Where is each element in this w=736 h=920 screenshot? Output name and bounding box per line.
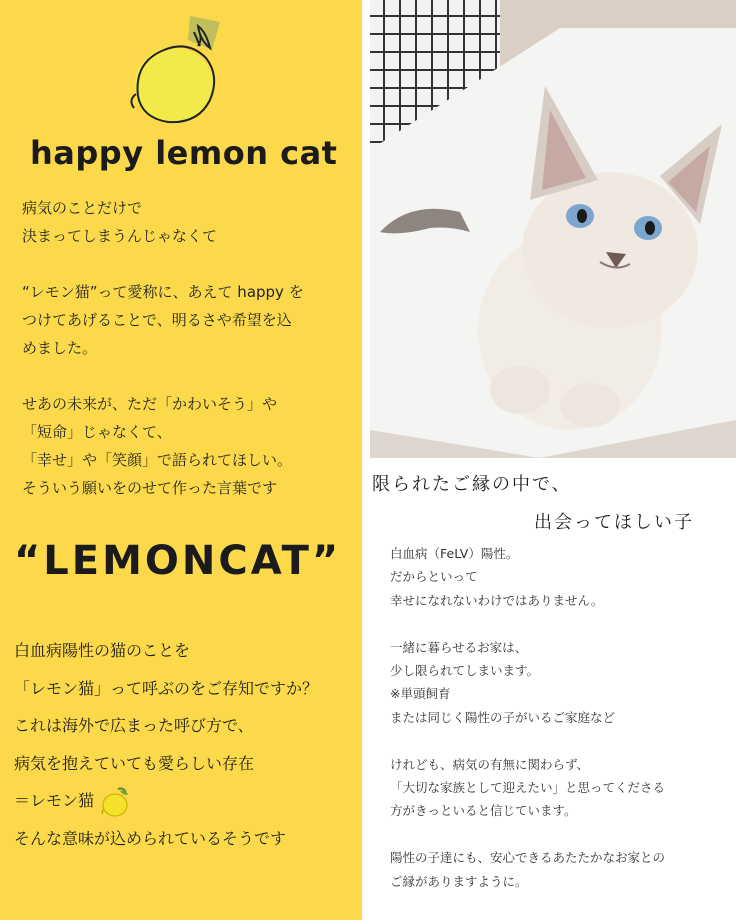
description-line: 幸せになれないわけではありません。 (390, 592, 604, 608)
description-line: 白血病（FeLV）陽性。 (390, 546, 519, 561)
description-line: 少し限られてしまいます。 (390, 663, 540, 679)
description-line: または同じく陽性の子がいるご家庭など (390, 709, 616, 725)
lemoncat-heading: “LEMONCAT” (14, 538, 342, 584)
description-line (390, 823, 730, 846)
left-panel (0, 0, 362, 920)
explanation-line-with-icon (14, 782, 354, 820)
small-lemon-icon (100, 785, 132, 819)
heading-line-1: 限られたご縁の中で、 (372, 474, 572, 495)
explanation-line: ＝レモン猫 (14, 791, 95, 810)
explanation-line: これは海外で広まった呼び方で、 (14, 716, 254, 735)
description-line: だからといって (390, 569, 478, 585)
title: happy lemon cat (30, 134, 338, 172)
description-line (390, 612, 730, 635)
description-line: 一緒に暮らせるお家は、 (390, 639, 528, 655)
explanation-line: 白血病陽性の猫のことを (14, 641, 191, 660)
kitten-photo (370, 0, 736, 458)
description (390, 542, 730, 893)
intro-paragraph: 病気のことだけで 決まってしまうんじゃなくて “レモン猫”って愛称に、あえて happy を つけてあげることで、明るさや希望を込 めました。 せあの未来が、ただ「かわいそう」や 「短命」じゃなくて、 「幸せ」や「笑顔」で語られてほしい。 そういう願いをのせて作った言葉です (22, 199, 304, 497)
heading-line-2: 出会ってほしい子 (534, 512, 694, 533)
description-line: 方がきっといると信じています。 (390, 803, 577, 819)
explanation-line: 病気を抱えていても愛らしい存在 (14, 753, 255, 773)
description-line: 「大切な家族として迎えたい」と思ってくださる (390, 780, 666, 796)
explanation-line: 「レモン猫」って呼ぶのをご存知ですか？ (14, 678, 319, 698)
description-line: ※単頭飼育 (390, 686, 451, 702)
description-line: けれども、病気の有無に関わらず、 (390, 756, 590, 772)
lemon-icon (128, 10, 224, 128)
explanation-line: そんな意味が込められているそうです (14, 828, 287, 848)
right-panel (362, 0, 736, 920)
description-line (390, 729, 730, 752)
description-line: 陽性の子達にも、安心できるあたたかなお家との (390, 850, 666, 866)
description-line: ご縁がありますように。 (390, 873, 528, 889)
lemoncat-explanation (14, 632, 354, 857)
